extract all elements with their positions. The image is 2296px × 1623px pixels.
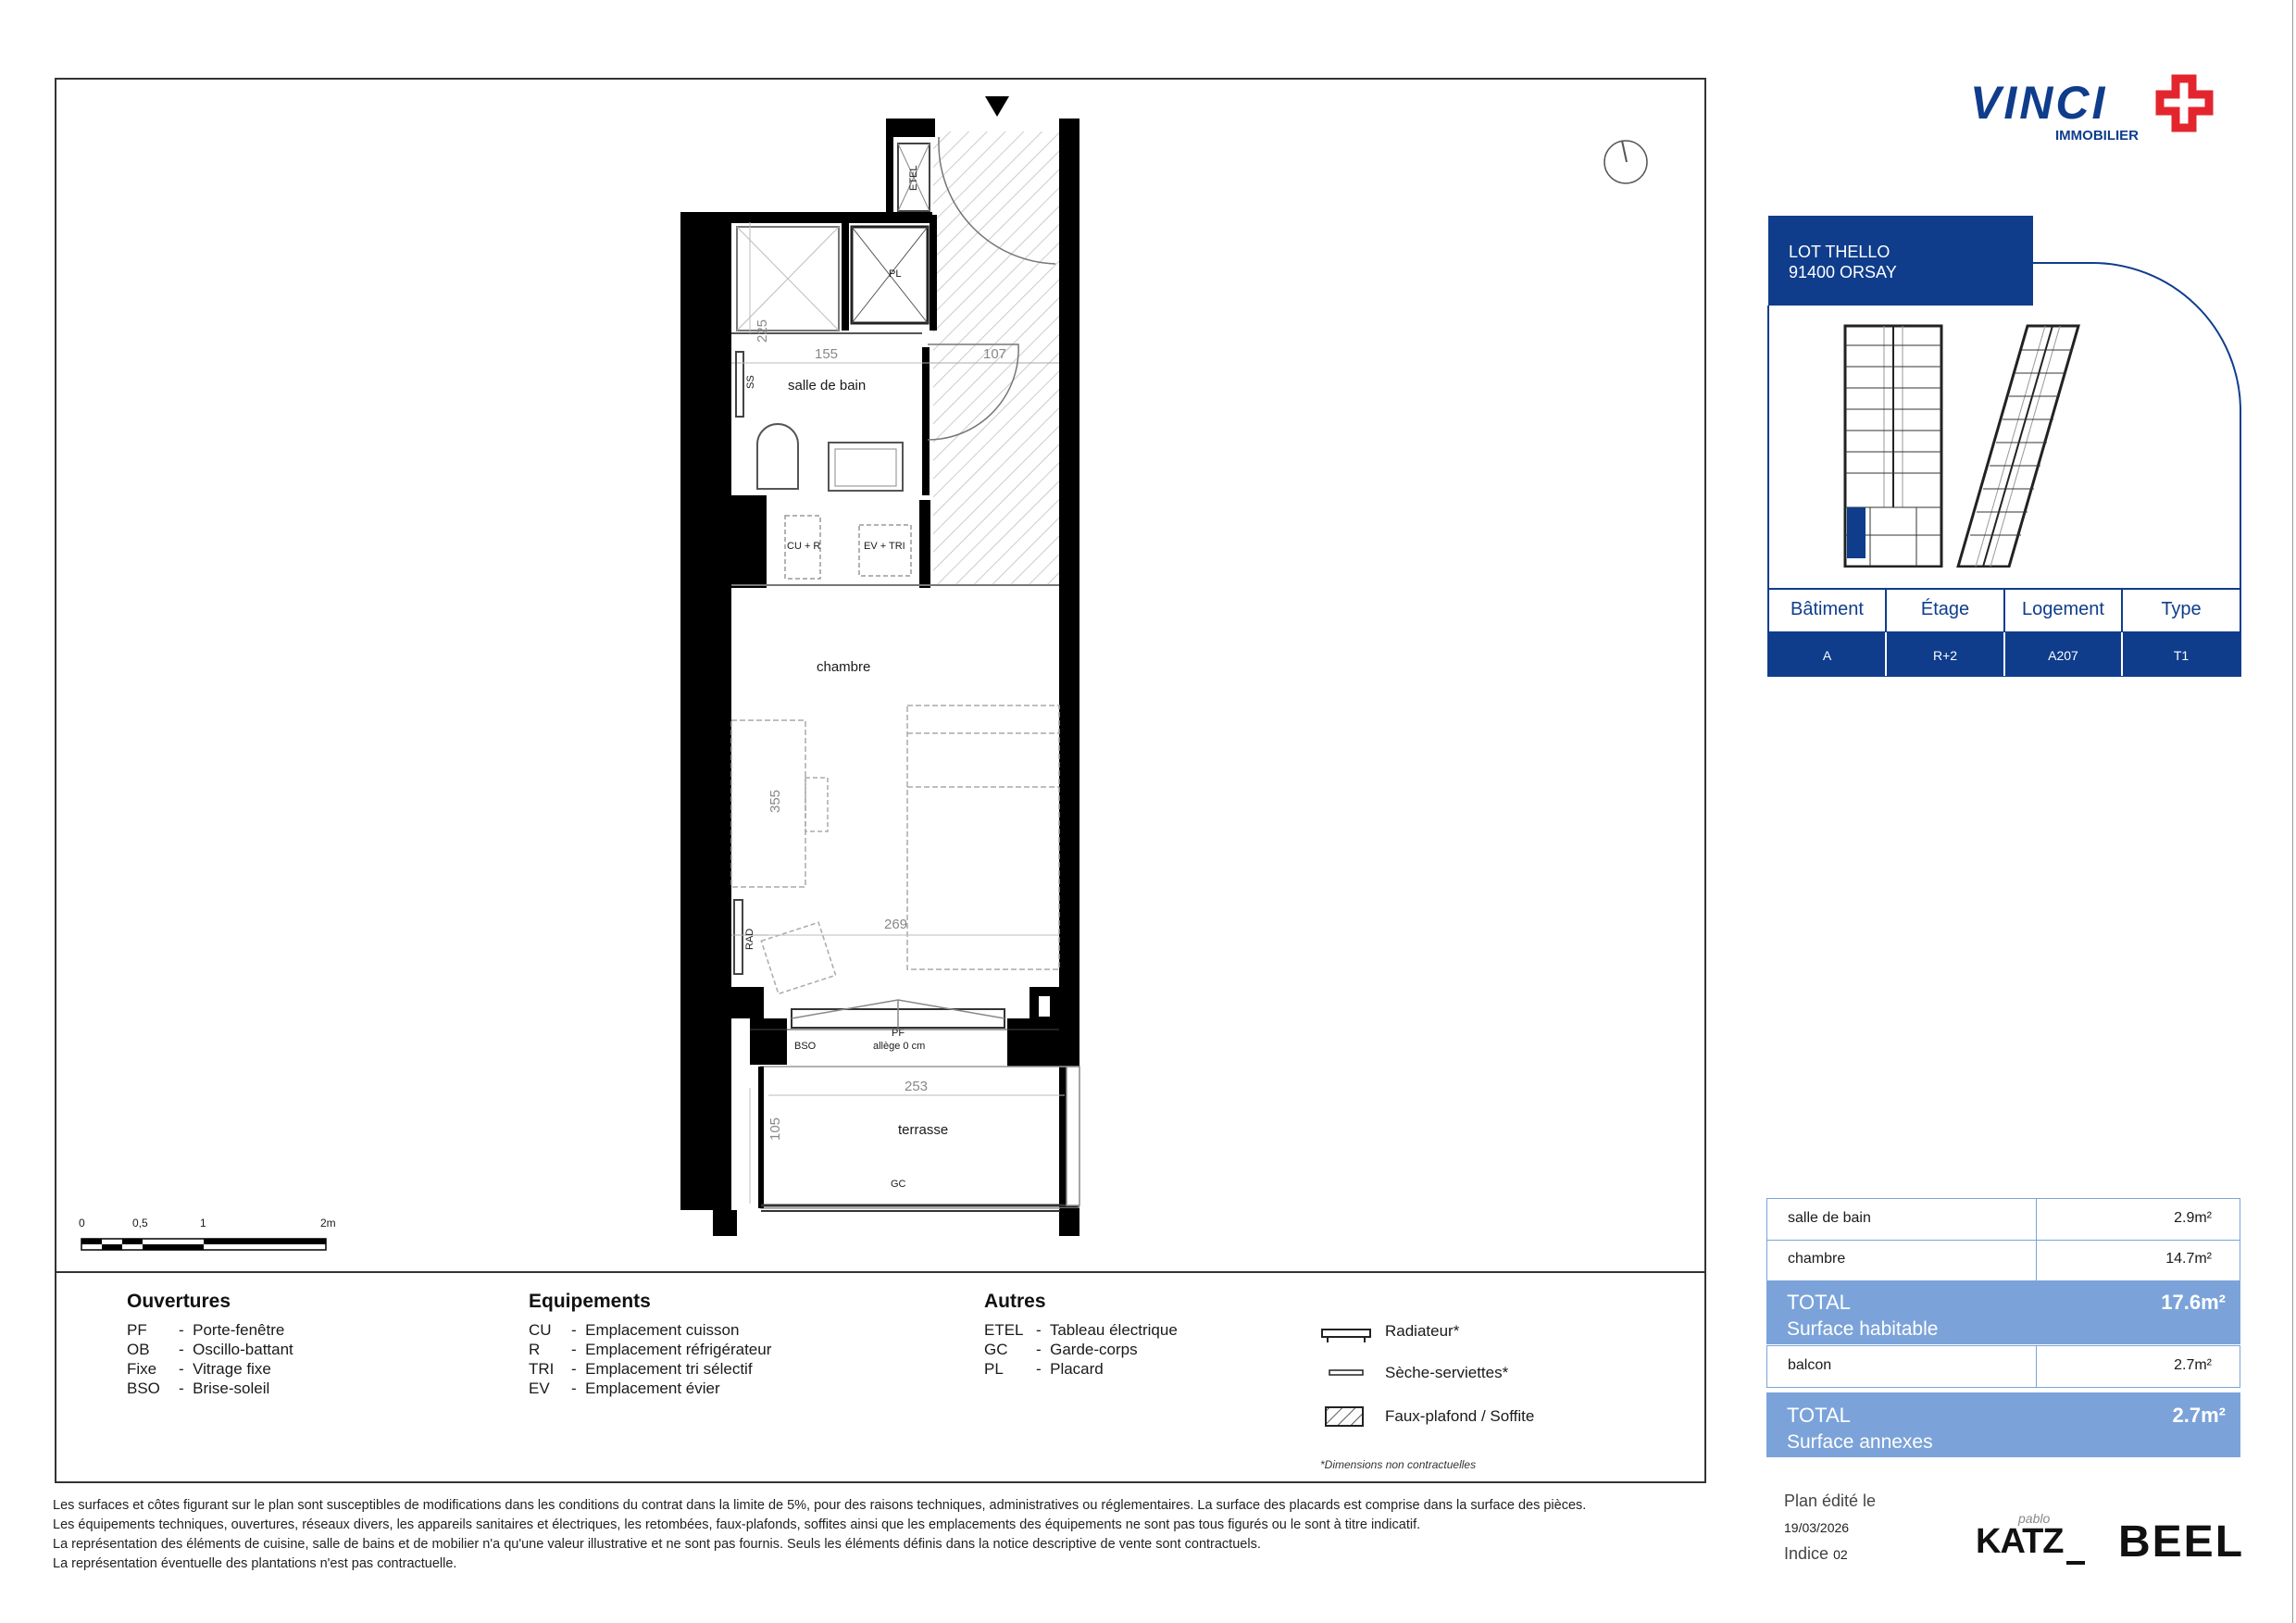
katz-logo-small: pablo bbox=[2018, 1511, 2051, 1526]
surface-total-annexes: TOTAL Surface annexes 2.7m² bbox=[1766, 1392, 2240, 1457]
disclaimer-line: La représentation des éléments de cuisine, salle de bains et de mobilier n'a qu'une valeur illustrative et ne sont pas fournis. Seuls les éléments définis dans la notice descriptive de vente sont contractuels. bbox=[53, 1537, 1261, 1552]
lot-value-logement: A207 bbox=[2048, 648, 2078, 663]
label-cu-r: CU + R bbox=[787, 541, 821, 552]
vinci-logo-sub: IMMOBILIER bbox=[2055, 128, 2139, 144]
legend-item: EV - Emplacement évier bbox=[529, 1380, 720, 1397]
legend-item: Fixe - Vitrage fixe bbox=[127, 1360, 271, 1378]
project-box bbox=[1768, 216, 2033, 306]
beel-logo: BEEL bbox=[2118, 1517, 2245, 1567]
dim-253: 253 bbox=[905, 1079, 929, 1094]
legend-item: PF - Porte-fenêtre bbox=[127, 1321, 285, 1339]
surface-row: balcon 2.7m² bbox=[1766, 1345, 2240, 1388]
lot-value-batiment: A bbox=[1822, 648, 1832, 663]
legend-radiateur: Radiateur* bbox=[1385, 1322, 1460, 1340]
label-etel: ETEL bbox=[908, 165, 919, 191]
legend-item: PL - Placard bbox=[984, 1360, 1104, 1378]
disclaimer-line: Les surfaces et côtes figurant sur le plan sont susceptibles de modifications dans les conditions du contrat dans la limite de 5%, pour des raisons techniques, administratives ou réglementaires. La surface des placards est comprise dans la surface des pièces. bbox=[53, 1498, 1587, 1513]
lot-header-type: Type bbox=[2161, 599, 2202, 619]
legend-item: GC - Garde-corps bbox=[984, 1341, 1138, 1358]
surfaces-table bbox=[1766, 1198, 2240, 1468]
dim-269: 269 bbox=[884, 917, 908, 932]
katz-logo: KATZ bbox=[1976, 1522, 2064, 1561]
right-edge-line bbox=[2292, 0, 2293, 1623]
legend-faux-plafond: Faux-plafond / Soffite bbox=[1385, 1407, 1535, 1425]
surface-row: salle de bain 2.9m² bbox=[1766, 1198, 2240, 1241]
legend-seche-serviettes: Sèche-serviettes* bbox=[1385, 1364, 1509, 1381]
label-ev-tri: EV + TRI bbox=[864, 541, 905, 552]
lot-header-logement: Logement bbox=[2022, 599, 2104, 619]
room-label-terrasse: terrasse bbox=[898, 1122, 949, 1138]
legend-item: BSO - Brise-soleil bbox=[127, 1380, 270, 1397]
vinci-logo-text: VINCI bbox=[1970, 77, 2108, 129]
dim-225: 225 bbox=[755, 318, 770, 343]
lot-value-type: T1 bbox=[2173, 648, 2190, 663]
logo-separator bbox=[2066, 1561, 2085, 1565]
legend-item: R - Emplacement réfrigérateur bbox=[529, 1341, 772, 1358]
label-rad: RAD bbox=[744, 928, 755, 950]
label-pf: PF bbox=[892, 1028, 905, 1039]
label-allege: allège 0 cm bbox=[873, 1041, 926, 1052]
room-label-chambre: chambre bbox=[817, 659, 871, 675]
disclaimer-line: La représentation éventuelle des plantations n'est pas contractuelle. bbox=[53, 1556, 457, 1571]
scale-tick-0: 0 bbox=[79, 1217, 85, 1230]
selected-lot bbox=[1847, 507, 1866, 558]
legend-note: *Dimensions non contractuelles bbox=[1320, 1458, 1477, 1471]
legend-item: ETEL - Tableau électrique bbox=[984, 1321, 1178, 1339]
lot-value-etage: R+2 bbox=[1932, 648, 1958, 663]
label-bso: BSO bbox=[794, 1041, 817, 1052]
surface-total-habitable: TOTAL Surface habitable 17.6m² bbox=[1766, 1281, 2240, 1344]
dim-355: 355 bbox=[767, 789, 783, 813]
lot-header-batiment: Bâtiment bbox=[1791, 599, 1864, 619]
surface-row: chambre 14.7m² bbox=[1766, 1240, 2240, 1281]
legend-equipements-title: Equipements bbox=[529, 1291, 651, 1312]
dim-155: 155 bbox=[815, 346, 839, 362]
edition-label: Plan édité le bbox=[1784, 1492, 1877, 1510]
label-gc: GC bbox=[891, 1179, 906, 1190]
legend-item: TRI - Emplacement tri sélectif bbox=[529, 1360, 753, 1378]
indice: Indice 02 bbox=[1784, 1544, 1848, 1563]
building-key-plan bbox=[1838, 322, 2134, 568]
legend-item: OB - Oscillo-battant bbox=[127, 1341, 293, 1358]
edition-date: 19/03/2026 bbox=[1784, 1520, 1850, 1535]
dim-107: 107 bbox=[983, 346, 1007, 362]
label-ss: SS bbox=[745, 375, 756, 389]
disclaimer-line: Les équipements techniques, ouvertures, réseaux divers, les appareils sanitaires et électriques, les retombées, faux-plafonds, soffites ainsi que les emplacements des équipements ne sont pas tous figurés ou le sont à titre indicatif. bbox=[53, 1517, 1421, 1532]
project-city: 91400 ORSAY bbox=[1789, 263, 1897, 281]
project-name: LOT THELLO bbox=[1789, 243, 1890, 261]
legend-item: CU - Emplacement cuisson bbox=[529, 1321, 740, 1339]
legend-autres-title: Autres bbox=[984, 1291, 1046, 1312]
room-label-salle-de-bain: salle de bain bbox=[788, 378, 867, 393]
scale-tick-1: 1 bbox=[200, 1217, 206, 1230]
lot-header-etage: Étage bbox=[1920, 599, 1970, 619]
dim-105: 105 bbox=[767, 1117, 783, 1141]
legend-ouvertures-title: Ouvertures bbox=[127, 1291, 231, 1312]
scale-tick-2: 2m bbox=[320, 1217, 336, 1230]
scale-tick-05: 0,5 bbox=[132, 1217, 148, 1230]
label-pl: PL bbox=[889, 268, 902, 280]
